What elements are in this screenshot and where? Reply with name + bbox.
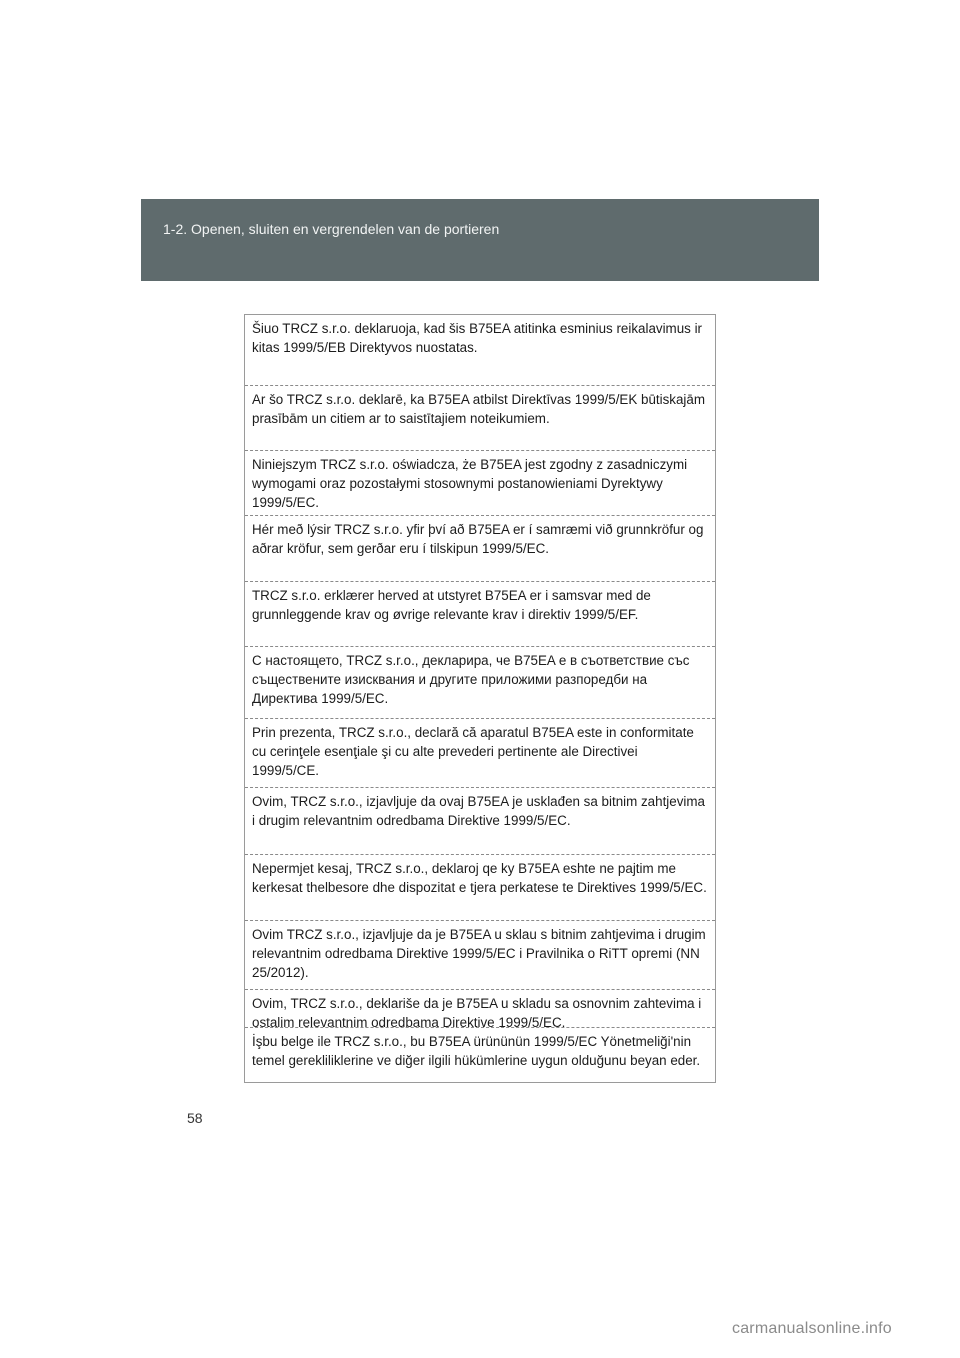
page-number: 58 [187,1110,203,1126]
declaration-sq: Nepermjet kesaj, TRCZ s.r.o., deklaroj qe ky B75EA eshte ne pajtim me kerkesat thelbesore dhe dispozitat e tjera perkatese te Direktives 1999/5/EC. [245,854,715,920]
declaration-bs: Ovim TRCZ s.r.o., izjavljuje da je B75EA u sklau s bitnim zahtjevima i drugim relevantnim odredbama Direktive 1999/5/EC i Pravilnika o RiTT opremi (NN 25/2012). [245,920,715,989]
watermark: carmanualsonline.info [732,1320,892,1337]
declaration-lv: Ar šo TRCZ s.r.o. deklarē, ka B75EA atbilst Direktīvas 1999/5/EK būtiskajām prasībām un citiem ar to saistītajiem noteikumiem. [245,385,715,450]
declaration-pl: Niniejszym TRCZ s.r.o. oświadcza, że B75EA jest zgodny z zasadniczymi wymogami oraz pozostałymi stosownymi postanowieniami Dyrektywy 1999/5/EC. [245,450,715,515]
declaration-is: Hér með lýsir TRCZ s.r.o. yfir því að B75EA er í samræmi við grunnkröfur og aðrar kröfur, sem gerðar eru í tilskipun 1999/5/EC. [245,515,715,581]
declaration-bg: С настоящето, TRCZ s.r.o., декларира, че B75EA е в съответствие със съществените изисквания и другите приложими разпоредби на Директива 1999/5/EC. [245,646,715,718]
declaration-sr: Ovim, TRCZ s.r.o., deklariše da je B75EA u skladu sa osnovnim zahtevima i ostalim relevantnim odredbama Direktive 1999/5/EC. [245,989,715,1027]
declaration-lt: Šiuo TRCZ s.r.o. deklaruoja, kad šis B75EA atitinka esminius reikalavimus ir kitas 1999/5/EB Direktyvos nuostatas. [252,321,703,355]
section-header-band [141,199,819,281]
declaration-hr: Ovim, TRCZ s.r.o., izjavljuje da ovaj B75EA je usklađen sa bitnim zahtjevima i drugim relevantnim odredbama Direktive 1999/5/EC. [245,787,715,854]
declaration-tr: İşbu belge ile TRCZ s.r.o., bu B75EA ürününün 1999/5/EC Yönetmeliği'nin temel gerekliliklerine ve diğer ilgili hükümlerine uygun olduğunu beyan eder. [245,1027,715,1082]
declaration-ro: Prin prezenta, TRCZ s.r.o., declară că aparatul B75EA este in conformitate cu cerinţele esenţiale şi cu alte prevederi pertinente ale Directivei 1999/5/CE. [245,718,715,787]
declaration-no: TRCZ s.r.o. erklærer herved at utstyret B75EA er i samsvar med de grunnleggende krav og øvrige relevante krav i direktiv 1999/5/EF. [245,581,715,646]
declarations-box [244,314,716,1083]
section-title: 1-2. Openen, sluiten en vergrendelen van de portieren [163,221,500,237]
